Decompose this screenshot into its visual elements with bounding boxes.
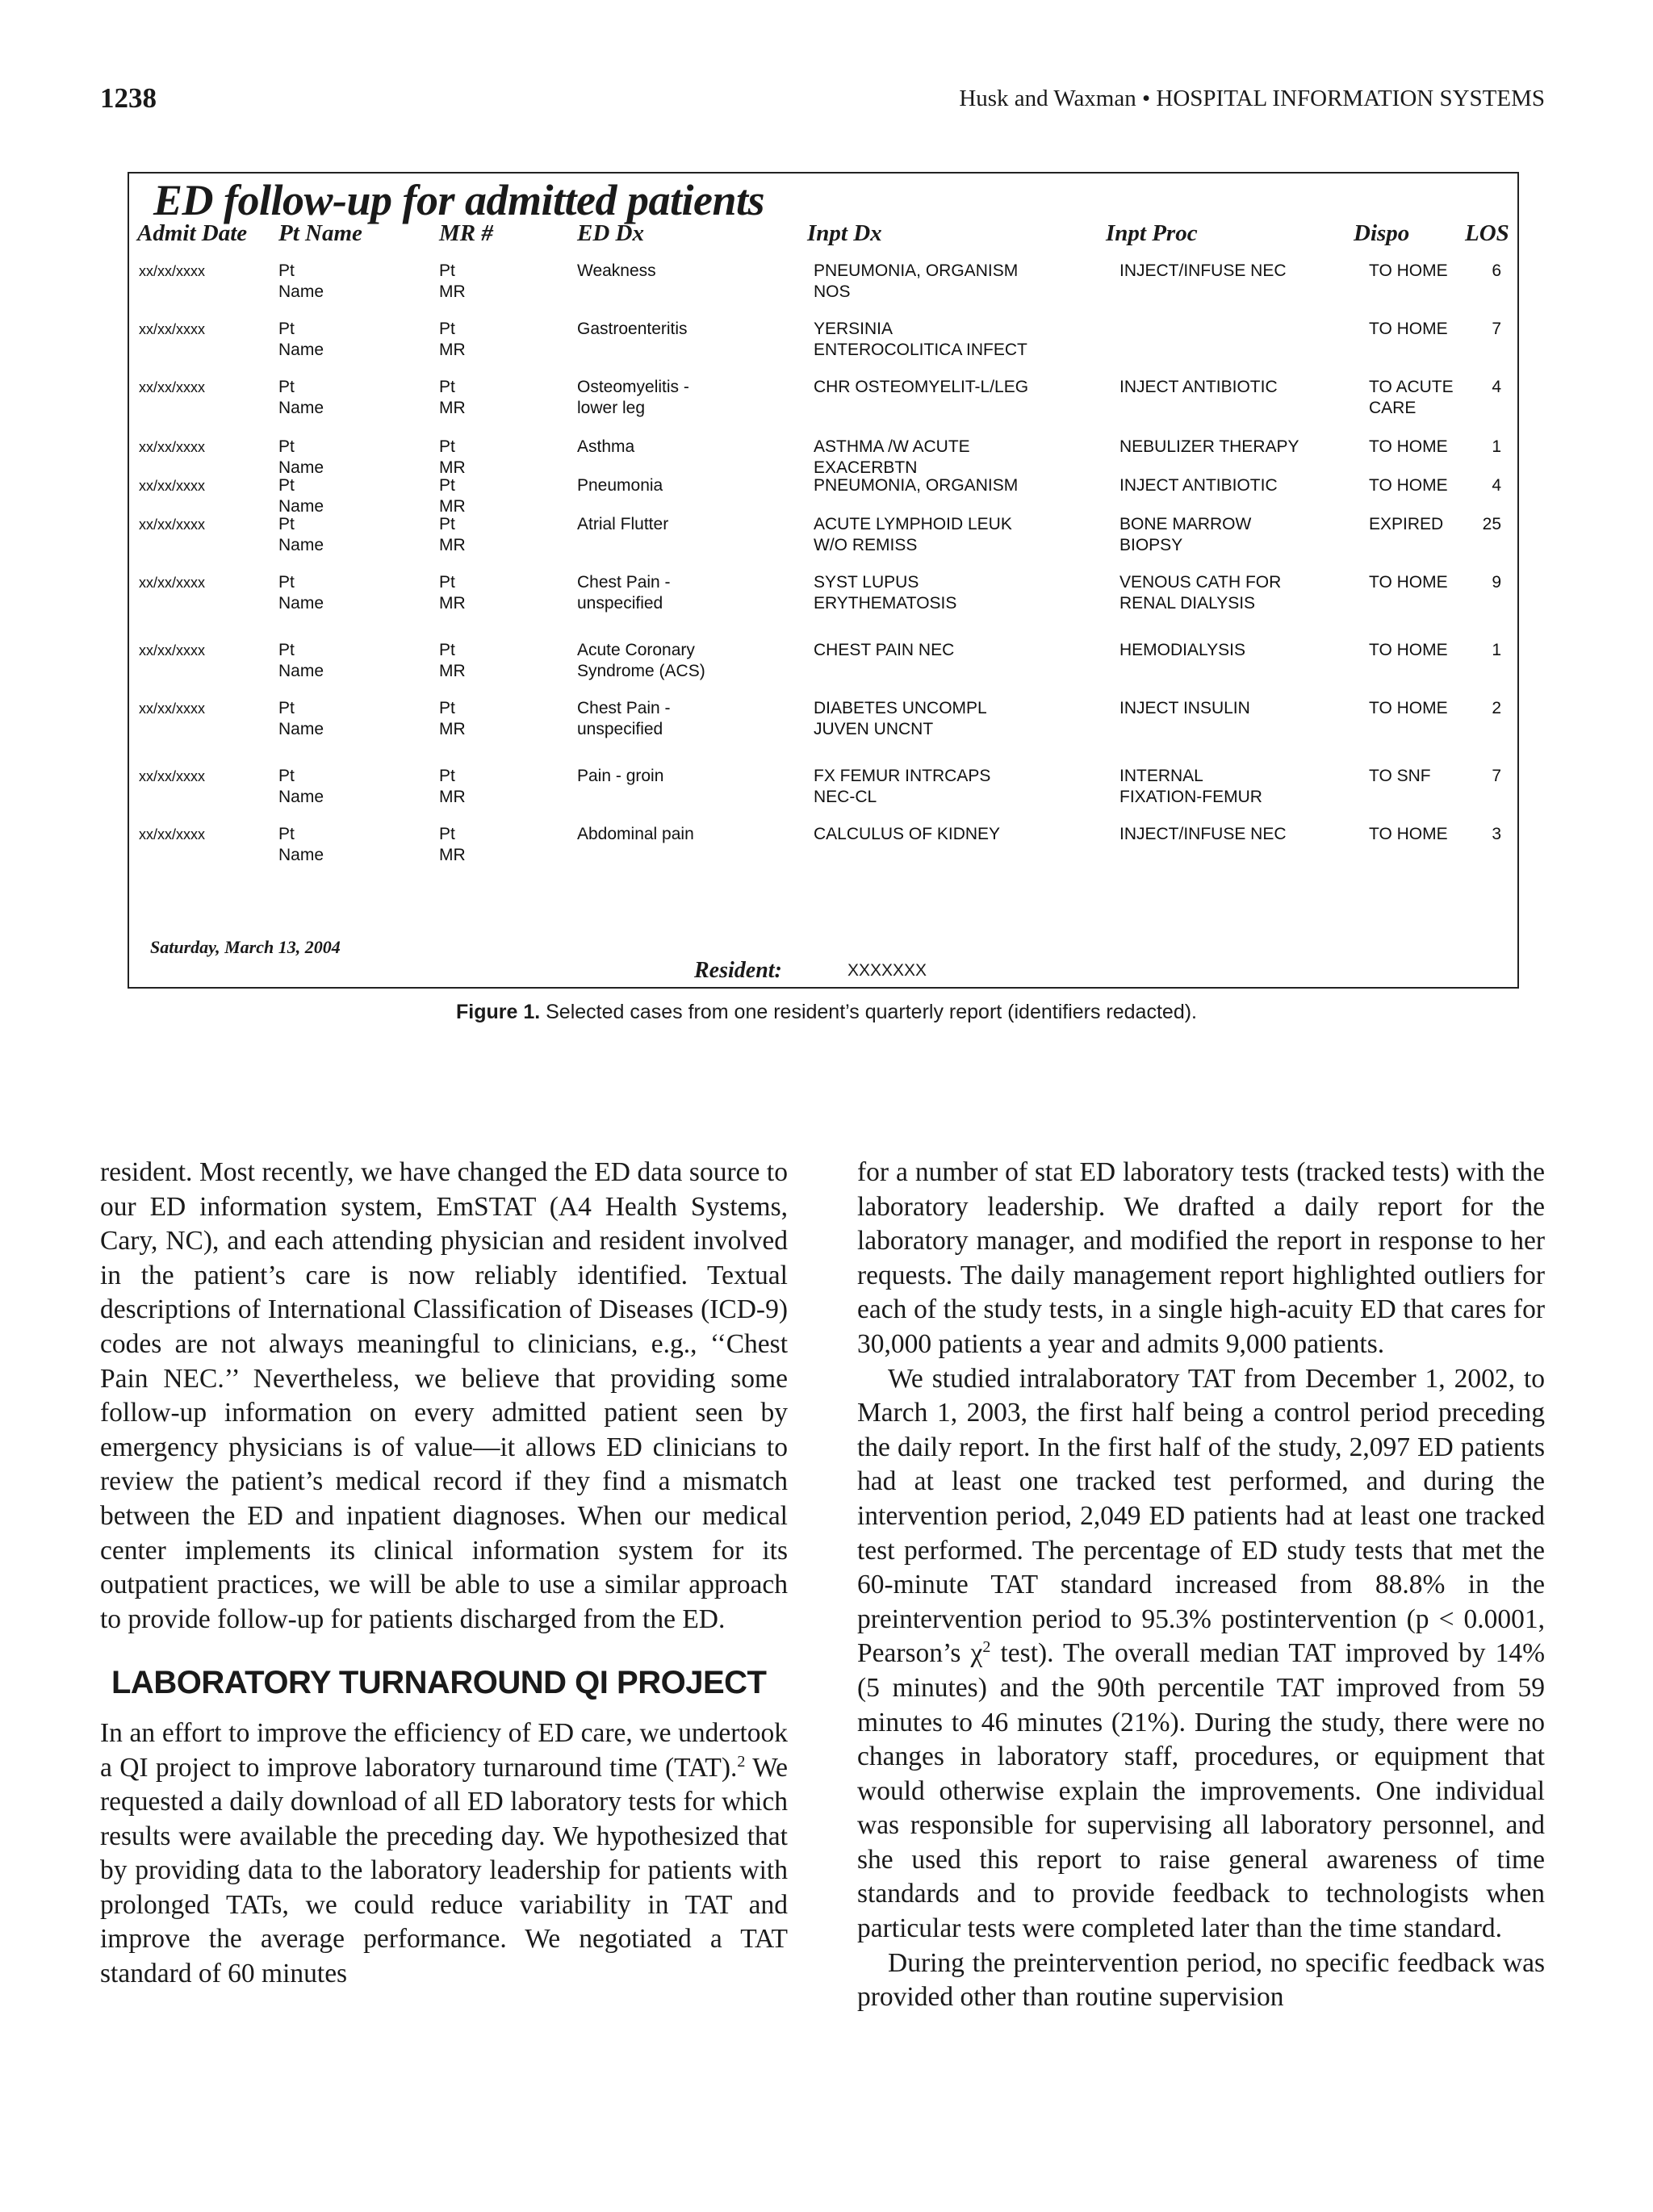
dispo-cell: TO HOME	[1369, 261, 1448, 280]
admit-date-cell: xx/xx/xxxx	[139, 478, 206, 494]
admit-date-cell: xx/xx/xxxx	[139, 642, 206, 659]
los-cell: 9	[1492, 573, 1501, 592]
page-number: 1238	[100, 82, 157, 114]
los-cell: 1	[1492, 437, 1501, 456]
inpt-proc-cell: BONE MARROW BIOPSY	[1119, 515, 1252, 554]
text-run: test). The overall median TAT improved by 14% (5 minutes) and the 90th percentile TAT improved from 59 minutes to 46 minutes (21%). During the study, there were no changes in laboratory staff, procedures, or equipment that would otherwise explain the improvements. One individual was responsible for supervising all laboratory personnel, and she used this report to raise general awareness of time standards and to provide feedback to technologists when particular tests were completed later than the time standard.	[857, 1638, 1545, 1944]
inpt-dx-cell: FX FEMUR INTRCAPS NEC-CL	[814, 767, 991, 806]
inpt-dx-cell: PNEUMONIA, ORGANISM	[814, 476, 1019, 495]
inpt-dx-cell: CALCULUS OF KIDNEY	[814, 825, 1001, 843]
admit-date-cell: xx/xx/xxxx	[139, 263, 206, 279]
inpt-proc-cell: NEBULIZER THERAPY	[1119, 437, 1299, 456]
los-cell: 6	[1492, 261, 1501, 280]
mr-cell: Pt MR	[439, 378, 466, 417]
inpt-proc-cell: INJECT ANTIBIOTIC	[1119, 378, 1278, 396]
journal-running-title: Husk and Waxman • HOSPITAL INFORMATION SYSTEMS	[959, 86, 1545, 111]
resident-value: XXXXXXX	[847, 961, 927, 980]
col-header-inpt-dx: Inpt Dx	[807, 220, 882, 246]
inpt-dx-cell: ASTHMA /W ACUTE EXACERBTN	[814, 437, 970, 477]
col-header-mr: MR #	[439, 220, 493, 246]
los-cell: 4	[1492, 378, 1501, 396]
admit-date-cell: xx/xx/xxxx	[139, 768, 206, 784]
pt-name-cell: Pt Name	[278, 437, 324, 477]
mr-cell: Pt MR	[439, 515, 466, 554]
col-header-dispo: Dispo	[1354, 220, 1410, 246]
dispo-cell: TO HOME	[1369, 320, 1448, 338]
report-figure	[128, 172, 1519, 989]
los-cell: 7	[1492, 767, 1501, 785]
los-cell: 1	[1492, 641, 1501, 659]
paragraph: for a number of stat ED laboratory tests (tracked tests) with the laboratory leadership. We drafted a daily report for the laboratory manager, and modified the report in response to her requests. The daily management report highlighted outliers for each of the study tests, in a single high-acuity ED that cares for 30,000 patients a year and admits 9,000 patients.	[857, 1157, 1545, 1359]
ed-dx-cell: Weakness	[577, 261, 656, 280]
right-column	[857, 1156, 1545, 2015]
inpt-dx-cell: CHR OSTEOMYELIT-L/LEG	[814, 378, 1029, 396]
mr-cell: Pt MR	[439, 767, 466, 806]
dispo-cell: TO SNF	[1369, 767, 1431, 785]
caption-text: Selected cases from one resident’s quarterly report (identifiers redacted).	[540, 1001, 1197, 1023]
ed-dx-cell: Acute Coronary Syndrome (ACS)	[577, 641, 705, 680]
col-header-los: LOS	[1465, 220, 1509, 246]
paragraph	[100, 1716, 788, 1992]
dispo-cell: TO HOME	[1369, 437, 1448, 456]
ed-dx-cell: Osteomyelitis - lower leg	[577, 378, 689, 417]
los-cell: 3	[1492, 825, 1501, 843]
ed-dx-cell: Gastroenteritis	[577, 320, 688, 338]
admit-date-cell: xx/xx/xxxx	[139, 575, 206, 591]
admit-date-cell: xx/xx/xxxx	[139, 321, 206, 337]
ed-dx-cell: Pneumonia	[577, 476, 663, 495]
text-run: We requested a daily download of all ED laboratory tests for which results were available the preceding day. We hypothesized that by providing data to the laboratory leadership for patients with prolonged TATs, we could reduce variability in TAT and improve the average performance. We negotiated a TAT standard of 60 minutes	[100, 1752, 788, 1989]
inpt-proc-cell: VENOUS CATH FOR RENAL DIALYSIS	[1119, 573, 1282, 613]
admit-date-cell: xx/xx/xxxx	[139, 516, 206, 533]
dispo-cell: TO HOME	[1369, 641, 1448, 659]
ed-dx-cell: Atrial Flutter	[577, 515, 669, 533]
inpt-dx-cell: ACUTE LYMPHOID LEUK W/O REMISS	[814, 515, 1012, 554]
col-header-admit-date: Admit Date	[137, 220, 248, 246]
admit-date-cell: xx/xx/xxxx	[139, 826, 206, 843]
pt-name-cell: Pt Name	[278, 825, 324, 864]
running-head	[100, 82, 1545, 118]
col-header-inpt-proc: Inpt Proc	[1106, 220, 1198, 246]
dispo-cell: TO HOME	[1369, 699, 1448, 717]
left-column	[100, 1156, 788, 1992]
ed-dx-cell: Abdominal pain	[577, 825, 694, 843]
dispo-cell: TO HOME	[1369, 573, 1448, 592]
mr-cell: Pt MR	[439, 825, 466, 864]
mr-cell: Pt MR	[439, 320, 466, 359]
inpt-dx-cell: PNEUMONIA, ORGANISM NOS	[814, 261, 1019, 301]
pt-name-cell: Pt Name	[278, 699, 324, 738]
admit-date-cell: xx/xx/xxxx	[139, 700, 206, 717]
caption-label: Figure 1.	[455, 1001, 541, 1023]
mr-cell: Pt MR	[439, 261, 466, 301]
dispo-cell: EXPIRED	[1369, 515, 1444, 533]
los-cell: 4	[1492, 476, 1501, 495]
col-header-pt-name: Pt Name	[278, 220, 362, 246]
inpt-proc-cell: INJECT/INFUSE NEC	[1119, 261, 1287, 280]
mr-cell: Pt MR	[439, 573, 466, 613]
citation-superscript: 2	[737, 1752, 746, 1771]
inpt-dx-cell: DIABETES UNCOMPL JUVEN UNCNT	[814, 699, 987, 738]
inpt-proc-cell: INTERNAL FIXATION-FEMUR	[1119, 767, 1262, 806]
dispo-cell: TO HOME	[1369, 825, 1448, 843]
mr-cell: Pt MR	[439, 476, 466, 516]
paragraph: During the preintervention period, no specific feedback was provided other than routine supervision	[857, 1947, 1545, 2013]
pt-name-cell: Pt Name	[278, 767, 324, 806]
inpt-proc-cell: INJECT ANTIBIOTIC	[1119, 476, 1278, 495]
superscript: 2	[982, 1638, 991, 1657]
mr-cell: Pt MR	[439, 641, 466, 680]
inpt-proc-cell: INJECT/INFUSE NEC	[1119, 825, 1287, 843]
report-date: Saturday, March 13, 2004	[150, 937, 341, 957]
paragraph: resident. Most recently, we have changed the ED data source to our ED information system, EmSTAT (A4 Health Systems, Cary, NC), and each attending physician and resident involved in the patient’s care is now reliably identified. Textual descriptions of International Classification of Diseases (ICD-9) codes are not always meaningful to clinicians, e.g., ‘‘Chest Pain NEC.’’ Nevertheless, we believe that providing some follow-up information on every admitted patient seen by emergency physicians is of value—it allows ED clinicians to review the patient’s medical record if they find a mismatch between the ED and inpatient diagnoses. When our medical center implements its clinical information system for its outpatient practices, we will be able to use a similar approach to provide follow-up for patients discharged from the ED.	[100, 1157, 788, 1634]
los-cell: 7	[1492, 320, 1501, 338]
pt-name-cell: Pt Name	[278, 261, 324, 301]
pt-name-cell: Pt Name	[278, 573, 324, 613]
dispo-cell: TO HOME	[1369, 476, 1448, 495]
section-heading: LABORATORY TURNAROUND QI PROJECT	[111, 1665, 767, 1701]
paragraph	[857, 1362, 1545, 1946]
resident-label: Resident:	[694, 958, 782, 983]
inpt-dx-cell: CHEST PAIN NEC	[814, 641, 955, 659]
inpt-dx-cell: SYST LUPUS ERYTHEMATOSIS	[814, 573, 957, 613]
ed-dx-cell: Chest Pain - unspecified	[577, 573, 671, 613]
mr-cell: Pt MR	[439, 699, 466, 738]
pt-name-cell: Pt Name	[278, 378, 324, 417]
report-title: ED follow-up for admitted patients	[153, 176, 765, 224]
dispo-cell: TO ACUTE CARE	[1369, 378, 1454, 417]
los-cell: 25	[1482, 515, 1501, 533]
mr-cell: Pt MR	[439, 437, 466, 477]
ed-dx-cell: Asthma	[577, 437, 635, 456]
pt-name-cell: Pt Name	[278, 515, 324, 554]
pt-name-cell: Pt Name	[278, 476, 324, 516]
ed-dx-cell: Pain - groin	[577, 767, 664, 785]
text-run: We studied intralaboratory TAT from December 1, 2002, to March 1, 2003, the first half being a control period preceding the daily report. In the first half of the study, 2,097 ED patients had at least one tracked test performed, and during the intervention period, 2,049 ED patients had at least one tracked test performed. The percentage of ED study tests that met the 60-minute TAT standard increased from 88.8% in the preintervention period to 95.3% postintervention (p < 0.0001, Pearson’s χ	[857, 1363, 1545, 1669]
pt-name-cell: Pt Name	[278, 320, 324, 359]
inpt-proc-cell: INJECT INSULIN	[1119, 699, 1250, 717]
figure-caption	[0, 1001, 1653, 1024]
los-cell: 2	[1492, 699, 1501, 717]
col-header-ed-dx: ED Dx	[577, 220, 644, 246]
text-run: In an effort to improve the efficiency of ED care, we undertook a QI project to improve laboratory turnaround time (TAT).	[100, 1717, 788, 1783]
admit-date-cell: xx/xx/xxxx	[139, 439, 206, 455]
inpt-proc-cell: HEMODIALYSIS	[1119, 641, 1245, 659]
pt-name-cell: Pt Name	[278, 641, 324, 680]
inpt-dx-cell: YERSINIA ENTEROCOLITICA INFECT	[814, 320, 1027, 359]
admit-date-cell: xx/xx/xxxx	[139, 379, 206, 395]
ed-dx-cell: Chest Pain - unspecified	[577, 699, 671, 738]
